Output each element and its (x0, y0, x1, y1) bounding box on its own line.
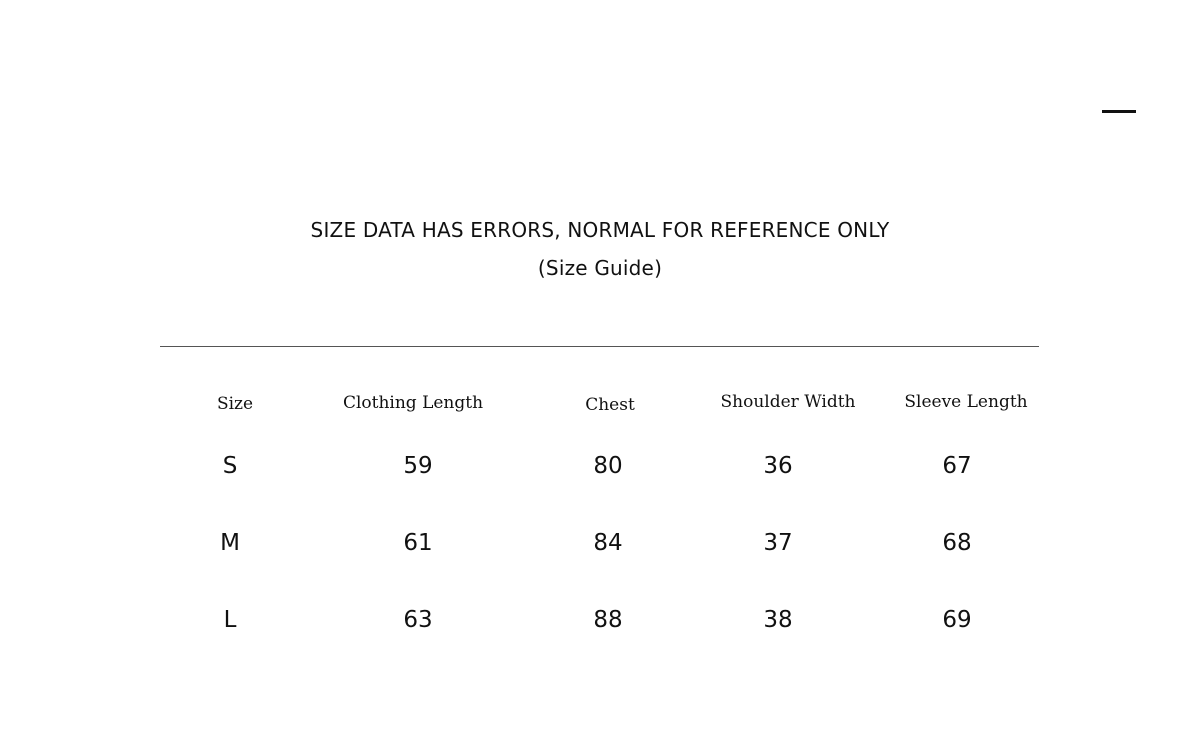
page-title: SIZE DATA HAS ERRORS, NORMAL FOR REFERENCE ONLY (310, 218, 890, 242)
table-cell-size: L (223, 607, 237, 633)
table-cell-sleeve-length: 69 (942, 607, 972, 633)
table-cell-shoulder-width: 38 (763, 607, 793, 633)
column-header-chest: Chest (585, 395, 635, 415)
table-cell-shoulder-width: 36 (763, 453, 793, 479)
table-cell-clothing-length: 61 (403, 530, 433, 556)
table-cell-size: M (220, 530, 240, 556)
table-cell-size: S (222, 453, 238, 479)
column-header-clothing-length: Clothing Length (342, 393, 484, 413)
table-cell-chest: 80 (593, 453, 623, 479)
column-header-size: Size (216, 394, 254, 414)
table-cell-clothing-length: 59 (403, 453, 433, 479)
table-cell-sleeve-length: 67 (942, 453, 972, 479)
table-cell-clothing-length: 63 (403, 607, 433, 633)
table-cell-chest: 88 (593, 607, 623, 633)
column-header-sleeve-length: Sleeve Length (904, 392, 1028, 412)
table-cell-shoulder-width: 37 (763, 530, 793, 556)
table-cell-sleeve-length: 68 (942, 530, 972, 556)
page-subtitle: (Size Guide) (537, 256, 663, 280)
column-header-shoulder-width: Shoulder Width (720, 392, 856, 412)
table-cell-chest: 84 (593, 530, 623, 556)
